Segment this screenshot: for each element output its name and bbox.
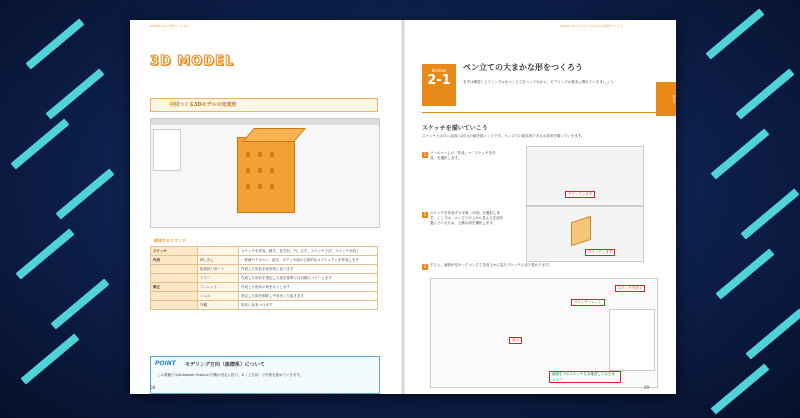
step-2-screenshot: クリックします [526, 206, 644, 262]
title-rule [422, 112, 656, 113]
model-screenshot [150, 118, 380, 228]
left-header: Section 0-1 今回つくるもの [150, 24, 189, 28]
right-page-number: 09 [644, 385, 650, 390]
step-3-text: すると、画面が変わってペン立てを真上から見たスケッチに切り替わります。 [430, 263, 553, 267]
right-header: Section 2-1 ペン立ての大まかな形をつくろう [560, 24, 623, 28]
step-3-number: 3 [423, 264, 427, 269]
step-3-screenshot: スケッチパレット スケッチを終了 原点 画面右下のスケッチ名を確認しておきましょう。 [430, 278, 658, 388]
point-box: POINT モデリング方向（座標系）について この書籍ではAutodesk Fusionの初期の設定に従い、Z（上方向）で作業を進めていきます。 [150, 356, 380, 394]
step-2-number: 2 [423, 212, 427, 217]
book-spread [130, 20, 676, 394]
gutter [401, 20, 405, 394]
step-1-number: 1 [423, 152, 427, 157]
section-title: 今回つくる3Dモデルの完成形 [169, 102, 237, 108]
step-2-text: スケッチを作成する平面（平面）を選択します。ここでは、ペン立てが上から見える正面を選んでいるため、上側の面を選択します。 [430, 211, 504, 225]
step-1-text: ツールバー上の「作成」→「スケッチを作成」を選択します。 [430, 151, 496, 160]
commands-table: スケッチ スケッチを作成。線分、長方形、円、文字、スケッチ寸法、スケッチを終了 作成 押し出し 一度線やテキスト、続き、ボディや面の立体的なオブジェクトを作成します 矩形状パターン 作成した形状を矩形状に並べます ミラー 作成した形状を指定した面を基準に反対側にコピーします 修正 フィレット 作成した形状の角を丸くします シェル 指定した面を削除し中身をくり抜きます 外観 形状に色をつけます [150, 246, 378, 310]
right-title: ペン立ての大まかな形をつくろう [463, 63, 583, 72]
right-intro: まずは練習としてシンプルなペン立てをつくりながら、モデリングの基本に慣れていきましょう。 [463, 80, 617, 84]
left-page-number: 08 [150, 385, 156, 390]
big-title: 3D MODEL [150, 54, 235, 69]
step-1-screenshot: クリックします [526, 146, 644, 206]
section-badge: Section 2-1 [422, 64, 456, 106]
chapter-side-tab: 第2章 [656, 82, 676, 116]
section-title-box [150, 98, 378, 112]
commands-heading: 使用するコマンド [154, 238, 186, 243]
sub-intro: スケッチとは平らな面に2次元の線を描くことです。ペン立ての基本形であるお馬形を描いていきます。 [422, 134, 585, 138]
pen-stand-model [237, 137, 295, 213]
sub-heading: スケッチを描いていこう [422, 125, 488, 132]
